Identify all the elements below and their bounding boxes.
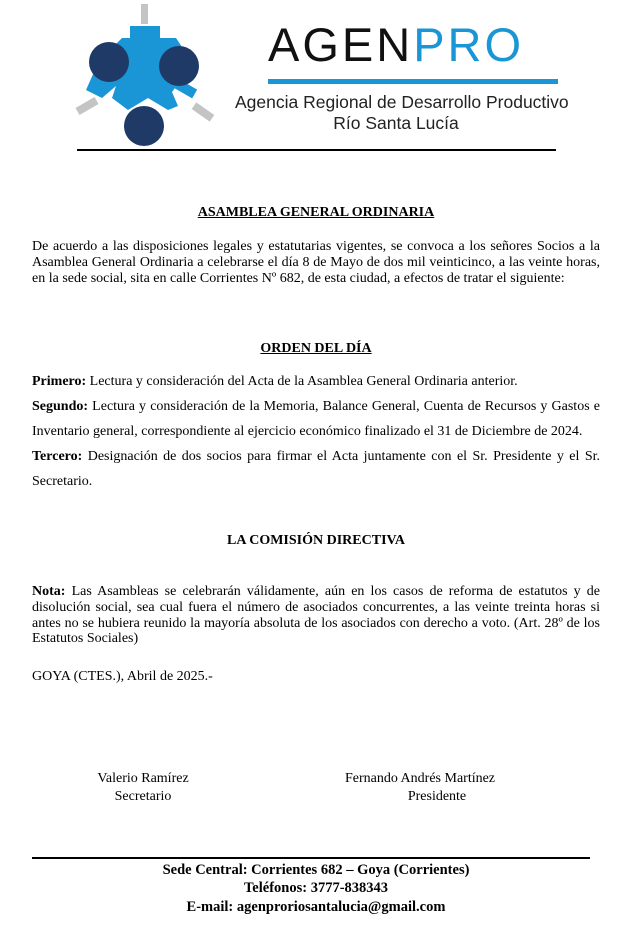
brand-subtitle-line2: Río Santa Lucía	[333, 113, 459, 133]
logo-circle-bottom	[124, 106, 164, 146]
footer-divider	[32, 857, 590, 859]
notice-title: ASAMBLEA GENERAL ORDINARIA	[197, 205, 435, 220]
agenda-item-segundo	[32, 394, 600, 444]
note-paragraph	[32, 584, 600, 647]
signature-name: Valerio Ramírez	[97, 771, 189, 786]
agenda-item-text: Lectura y consideración de la Memoria, Balance General, Cuenta de Recursos y Gastos e Inventario general, correspondiente al ejercicio económico finalizado el 31 de Diciembre de 2024.	[32, 399, 601, 439]
agenda-item-primero	[32, 369, 600, 394]
agenda-list	[32, 369, 600, 494]
footer-phone: Teléfonos: 3777-838343	[243, 880, 389, 896]
signature-role: Presidente	[407, 789, 467, 804]
footer-email: E-mail: agenproriosantalucia@gmail.com	[186, 899, 446, 915]
signature-presidente	[320, 770, 520, 806]
agenda-item-tercero	[32, 444, 600, 494]
agenpro-logo-icon	[72, 2, 222, 152]
header-divider	[77, 149, 556, 151]
notice-intro: De acuerdo a las disposiciones legales y estatutarias vigentes, se convoca a los señores Socios a la Asamblea General Ordinaria a celebrarse el día 8 de Mayo de dos mil veinticinco, a las veinte horas, en la sede social, sita en calle Corrientes Nº 682, de esta ciudad, a efectos de tratar el siguiente:	[32, 239, 600, 286]
logo-circle-right	[159, 46, 199, 86]
logo-gray-bar-top	[141, 4, 148, 24]
footer-address: Sede Central: Corrientes 682 – Goya (Corrientes)	[162, 862, 470, 878]
note-label: Nota:	[32, 584, 66, 599]
signature-name: Fernando Andrés Martínez	[344, 771, 496, 786]
signature-role: Secretario	[114, 789, 172, 804]
brand-part-pro: PRO	[413, 18, 525, 71]
logo-gray-bar-left	[75, 97, 98, 115]
note-text: Las Asambleas se celebrarán válidamente, aún en los casos de reforma de estatutos y de disolución social, sea cual fuera el número de asociados concurrentes, a las veinte treinta horas si antes no se hubiera reunido la mayoría absoluta de los asociados con derecho a voto. (Art. 28º de los Estatutos Sociales)	[32, 584, 600, 647]
logo-circle-left	[89, 42, 129, 82]
agenda-item-label: Segundo:	[32, 399, 89, 414]
brand-subtitle-line1: Agencia Regional de Desarrollo Productivo	[235, 92, 569, 112]
signature-secretario	[68, 770, 218, 806]
agenda-item-label: Primero:	[32, 374, 87, 389]
logo-gray-bar-right	[192, 102, 215, 121]
brand-underline	[268, 79, 558, 84]
agenda-item-text: Designación de dos socios para firmar el Acta juntamente con el Sr. Presidente y el Sr. Secretario.	[32, 449, 600, 489]
place-date: GOYA (CTES.), Abril de 2025.-	[32, 669, 213, 684]
agenda-title: ORDEN DEL DÍA	[260, 341, 372, 356]
agenda-item-text: Lectura y consideración del Acta de la Asamblea General Ordinaria anterior.	[89, 374, 518, 389]
board-signoff: LA COMISIÓN DIRECTIVA	[227, 533, 405, 548]
brand-wordmark	[268, 20, 524, 70]
brand-part-agen: AGEN	[268, 18, 414, 71]
agenda-item-label: Tercero:	[32, 449, 83, 464]
